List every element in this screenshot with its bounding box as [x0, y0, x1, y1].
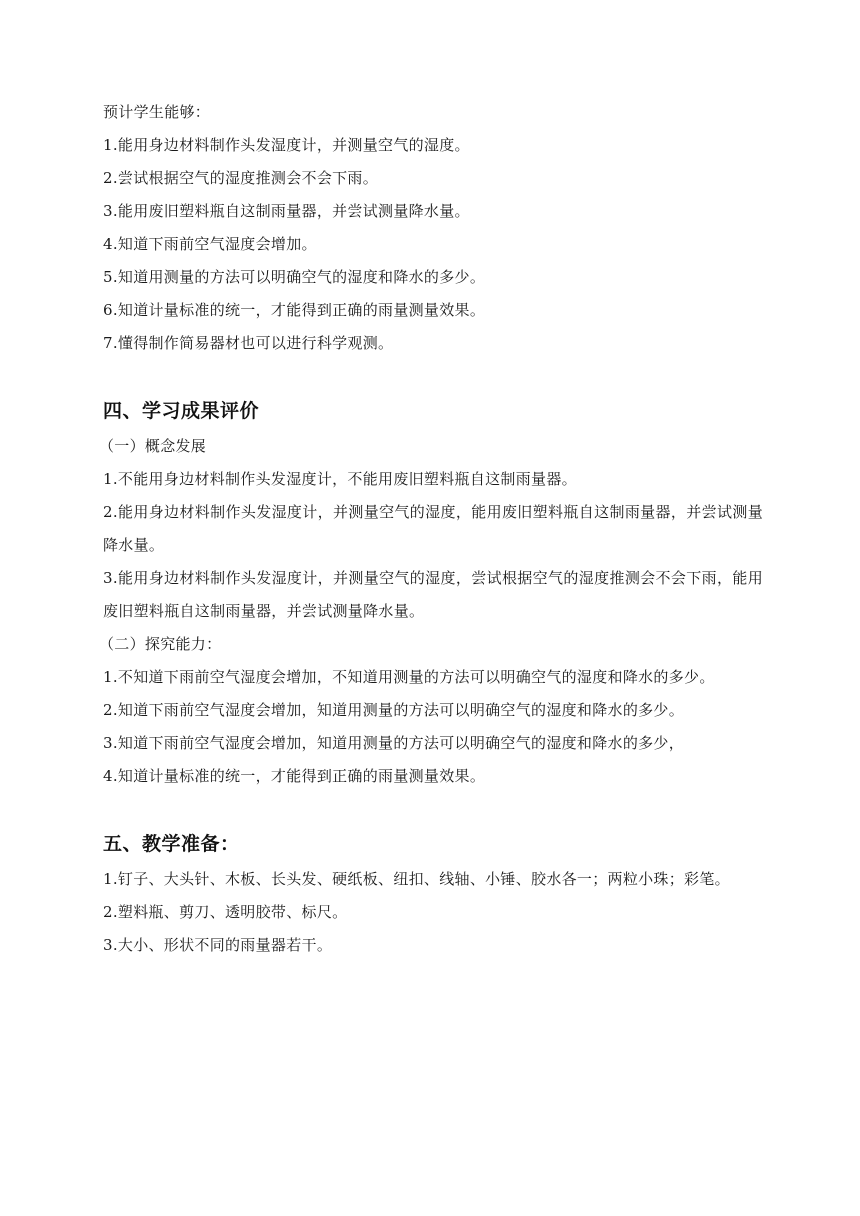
intro-item-3: 3.能用废旧塑料瓶自这制雨量器，并尝试测量降水量。 [103, 202, 470, 220]
intro-item-2: 2.尝试根据空气的湿度推测会不会下雨。 [103, 169, 379, 187]
section-4-heading: 四、学习成果评价 [103, 400, 260, 422]
intro-item-6: 6.知道计量标准的统一，才能得到正确的雨量测量效果。 [103, 301, 486, 319]
concept-subheading: （一）概念发展 [99, 437, 207, 455]
inquiry-item-4: 4.知道计量标准的统一，才能得到正确的雨量测量效果。 [103, 767, 486, 785]
preparation-item-3: 3.大小、形状不同的雨量器若干。 [103, 936, 333, 954]
concept-item-3: 3.能用身边材料制作头发湿度计，并测量空气的湿度，尝试根据空气的湿度推测会不会下雨，能用废旧塑料瓶自这制雨量器，并尝试测量降水量。 [103, 569, 763, 620]
inquiry-subheading: （二）探究能力： [99, 635, 222, 653]
intro-item-7: 7.懂得制作简易器材也可以进行科学观测。 [103, 334, 394, 352]
concept-item-1: 1.不能用身边材料制作头发湿度计，不能用废旧塑料瓶自这制雨量器。 [103, 470, 577, 488]
intro-item-5: 5.知道用测量的方法可以明确空气的湿度和降水的多少。 [103, 268, 486, 286]
intro-item-1: 1.能用身边材料制作头发湿度计，并测量空气的湿度。 [103, 136, 470, 154]
section-5-heading: 五、教学准备： [103, 833, 240, 855]
concept-item-2: 2.能用身边材料制作头发湿度计，并测量空气的湿度，能用废旧塑料瓶自这制雨量器，并尝试测量降水量。 [103, 503, 763, 554]
intro-item-4: 4.知道下雨前空气湿度会增加。 [103, 235, 317, 253]
inquiry-item-2: 2.知道下雨前空气湿度会增加，知道用测量的方法可以明确空气的湿度和降水的多少。 [103, 701, 685, 719]
preparation-item-1: 1.钉子、大头针、木板、长头发、硬纸板、纽扣、线轴、小锤、胶水各一；两粒小珠；彩笔。 [103, 870, 730, 888]
intro-lead: 预计学生能够： [103, 103, 211, 121]
document-page [99, 96, 763, 962]
inquiry-item-3: 3.知道下雨前空气湿度会增加，知道用测量的方法可以明确空气的湿度和降水的多少， [103, 734, 685, 752]
inquiry-item-1: 1.不知道下雨前空气湿度会增加，不知道用测量的方法可以明确空气的湿度和降水的多少。 [103, 668, 715, 686]
preparation-item-2: 2.塑料瓶、剪刀、透明胶带、标尺。 [103, 903, 348, 921]
